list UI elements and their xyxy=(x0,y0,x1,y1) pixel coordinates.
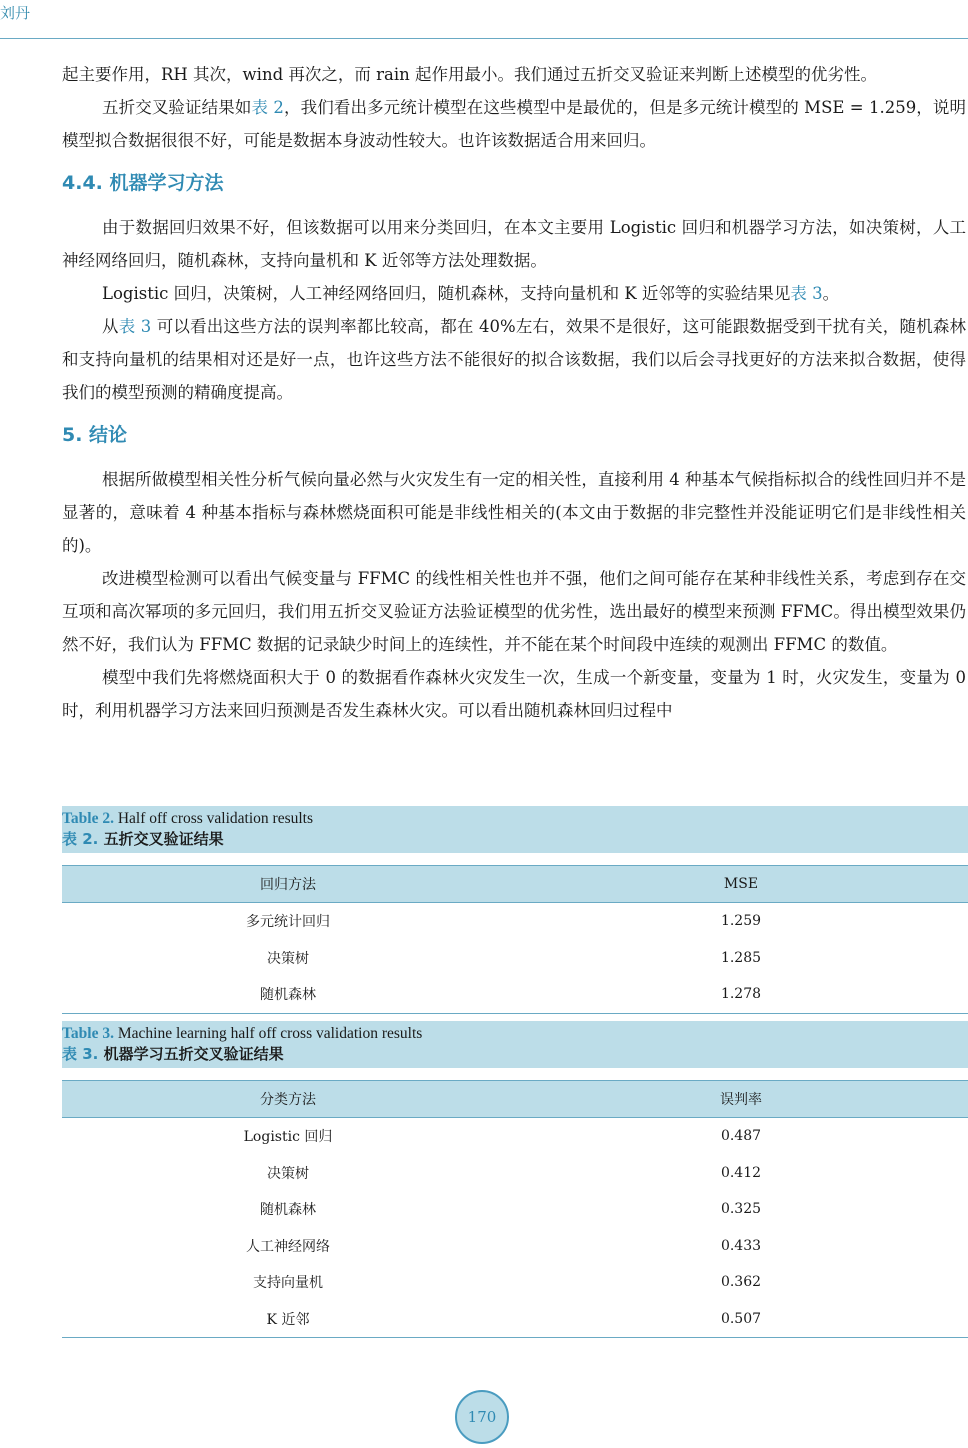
caption-title: 机器学习五折交叉验证结果 xyxy=(98,1045,284,1063)
paragraph-text: 。 xyxy=(822,284,840,303)
table-cell: 0.362 xyxy=(720,1274,762,1291)
section-heading-4-4: 4.4. 机器学习方法 xyxy=(62,172,224,194)
table-cell: 0.412 xyxy=(720,1164,762,1181)
caption-en xyxy=(62,808,968,829)
table-3-caption xyxy=(62,1021,968,1068)
table-row xyxy=(62,976,968,1013)
table-cell: 人工神经网络 xyxy=(246,1238,330,1255)
paragraph-text: 五折交叉验证结果如 xyxy=(102,98,252,117)
paragraph-text: 从 xyxy=(102,317,119,336)
caption-label: 表 3. xyxy=(62,1045,99,1063)
caption-en xyxy=(62,1023,968,1044)
table-cell: 1.285 xyxy=(720,949,762,966)
table-row xyxy=(62,903,968,940)
paragraph-text: Logistic 回归，决策树，人工神经网络回归，随机森林，支持向量机和 K 近邻等的实验结果见 xyxy=(102,284,791,303)
caption-zh xyxy=(62,829,968,850)
table-cell: K 近邻 xyxy=(62,1301,514,1338)
table-cell: 决策树 xyxy=(267,1165,309,1182)
table-cell: 0.325 xyxy=(720,1201,762,1218)
caption-zh xyxy=(62,1044,968,1065)
table-row xyxy=(62,1118,968,1155)
column-header: 回归方法 xyxy=(62,866,514,903)
paragraph-text: ，我们看出多元统计模型在这些模型中是最优的，但是多元统计模型的 MSE = 1.259，说明模型拟合数据很很不好，可能是数据本身波动性较大。也许该数据适合用来回归。 xyxy=(62,98,967,150)
table-row xyxy=(62,1191,968,1228)
column-header: MSE xyxy=(514,866,968,903)
table-2 xyxy=(62,806,968,1014)
table-row xyxy=(62,1264,968,1301)
table-row xyxy=(62,1155,968,1192)
table-cell: 0.487 xyxy=(720,1128,762,1145)
table-3 xyxy=(62,1021,968,1338)
paragraph: 改进模型检测可以看出气候变量与 FFMC 的线性相关性也并不强，他们之间可能存在某种非线性关系，考虑到存在交互项和高次幂项的多元回归，我们用五折交叉验证方法验证模型的优劣性，选出最好的模型来预测 FFMC。得出模型效果仍然不好，我们认为 FFMC 数据的记录缺少时间上的连续性，并不能在某个时间段中连续的观测出 FFMC 的数值。 xyxy=(62,569,966,654)
table-row xyxy=(62,1301,968,1338)
table-row xyxy=(62,940,968,977)
caption-label: Table 3. xyxy=(62,1025,114,1042)
paragraph xyxy=(62,310,966,409)
table-cell: 0.507 xyxy=(514,1301,968,1338)
paragraph xyxy=(62,91,966,157)
paragraph: 模型中我们先将燃烧面积大于 0 的数据看作森林火灾发生一次，生成一个新变量，变量为 1 时，火灾发生，变量为 0 时，利用机器学习方法来回归预测是否发生森林火灾。可以看出随机森林回归过程中 xyxy=(62,668,966,720)
table-cell: 随机森林 xyxy=(62,976,514,1013)
page-number-badge: 170 xyxy=(455,1390,509,1444)
table-3-grid xyxy=(62,1080,968,1338)
table-header-row xyxy=(62,1081,968,1118)
column-header: 误判率 xyxy=(514,1081,968,1118)
caption-title: Machine learning half off cross validation results xyxy=(113,1025,423,1042)
header-rule xyxy=(0,38,968,39)
table-cell: 多元统计回归 xyxy=(246,914,330,931)
paragraph: 根据所做模型相关性分析气候向量必然与火灾发生有一定的相关性，直接利用 4 种基本气候指标拟合的线性回归并不是显著的，意味着 4 种基本指标与森林燃烧面积可能是非线性相关的(本文由于数据的非完整性并没能证明它们是非线性相关的)。 xyxy=(62,470,966,555)
table-2-grid xyxy=(62,865,968,1014)
section-heading-5: 5. 结论 xyxy=(62,424,128,446)
paragraph: 由于数据回归效果不好，但该数据可以用来分类回归，在本文主要用 Logistic 回归和机器学习方法，如决策树，人工神经网络回归，随机森林，支持向量机和 K 近邻等方法处理数据。 xyxy=(62,218,966,270)
header-author: 刘丹 xyxy=(0,4,31,22)
table-row xyxy=(62,1228,968,1265)
paragraph-text: 可以看出这些方法的误判率都比较高，都在 40%左右，效果不是很好，这可能跟数据受到干扰有关，随机森林和支持向量机的结果相对还是好一点，也许这些方法不能很好的拟合该数据，我们以后会寻找更好的方法来拟合数据，使得我们的模型预测的精确度提高。 xyxy=(62,317,967,402)
table-cell: 支持向量机 xyxy=(253,1275,323,1292)
table-header-row xyxy=(62,866,968,903)
caption-label: 表 2. xyxy=(62,830,99,848)
body-text xyxy=(62,58,966,727)
table-3-link[interactable]: 表 3 xyxy=(118,317,152,336)
column-header: 分类方法 xyxy=(62,1081,514,1118)
table-2-link[interactable]: 表 2 xyxy=(251,98,284,117)
table-cell: 随机森林 xyxy=(260,1202,316,1219)
caption-label: Table 2. xyxy=(62,810,114,827)
caption-title: Half off cross validation results xyxy=(113,810,314,827)
caption-title: 五折交叉验证结果 xyxy=(98,830,224,848)
paragraph: 起主要作用，RH 其次，wind 再次之，而 rain 起作用最小。我们通过五折交叉验证来判断上述模型的优劣性。 xyxy=(62,65,878,84)
table-cell: 1.259 xyxy=(720,913,762,930)
table-cell: 0.433 xyxy=(720,1237,762,1254)
table-cell: Logistic 回归 xyxy=(243,1129,333,1146)
table-cell: 决策树 xyxy=(267,950,309,967)
table-3-link[interactable]: 表 3 xyxy=(790,284,823,303)
table-cell: 1.278 xyxy=(514,976,968,1013)
paragraph xyxy=(62,277,966,310)
table-2-caption xyxy=(62,806,968,853)
